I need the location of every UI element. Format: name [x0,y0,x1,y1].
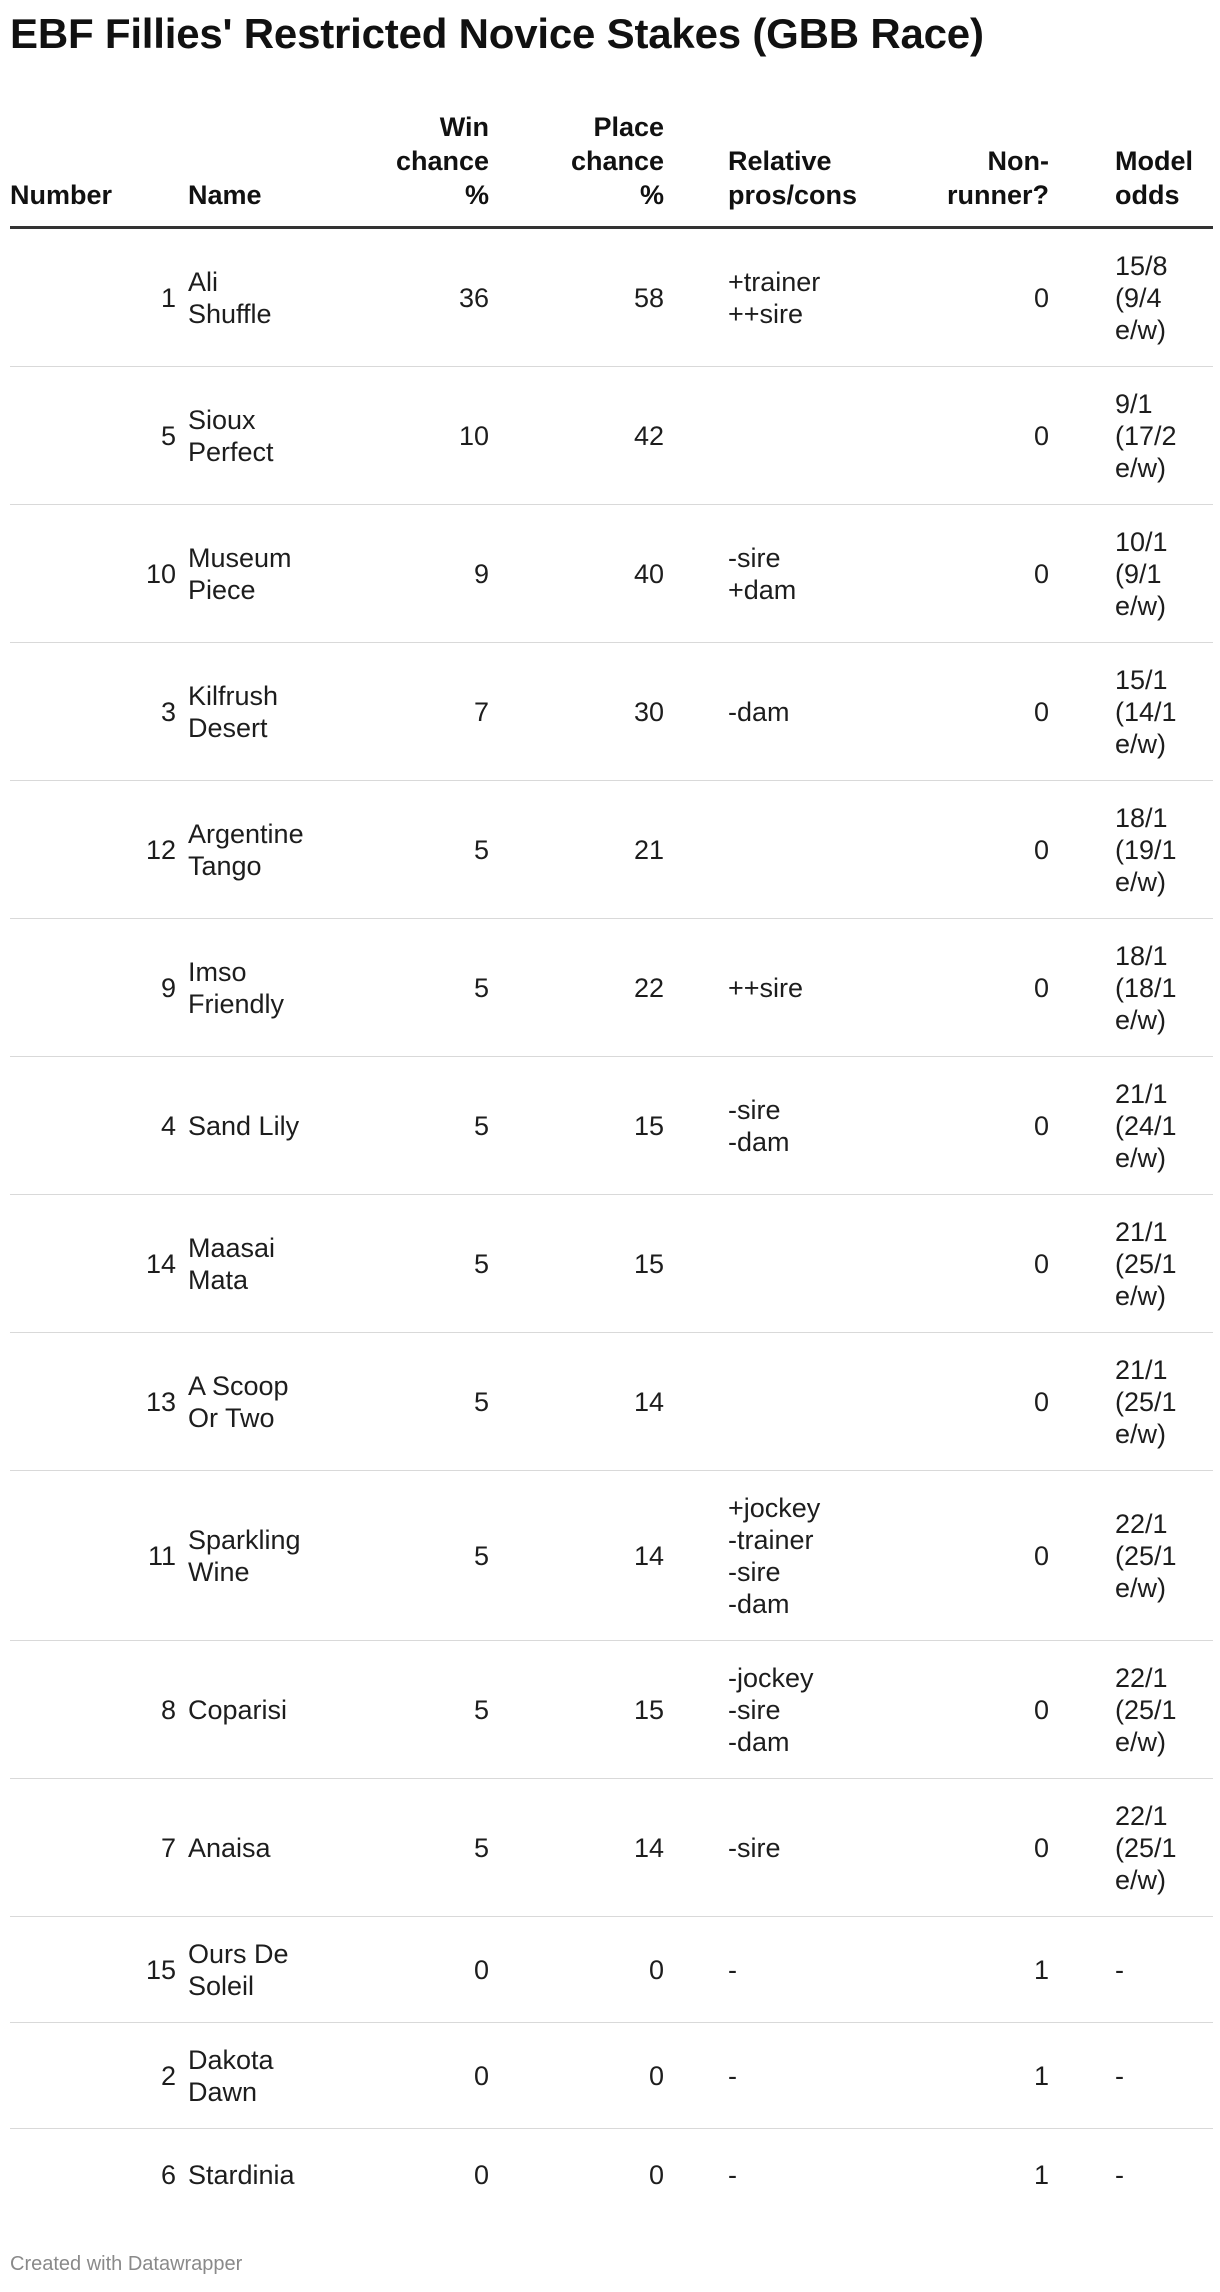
cell-win-chance: 5 [348,919,489,1057]
table-row [10,2129,1213,2221]
header-model-odds[interactable]: Model odds [1049,110,1213,228]
cell-relative-pros-cons: -sire +dam [664,505,875,643]
cell-model-odds: 15/1 (14/1 e/w) [1049,643,1213,781]
cell-name: Stardinia [188,2159,295,2190]
cell-place-chance: 14 [489,1333,664,1471]
cell-number: 2 [10,2023,176,2129]
cell-number: 15 [10,1917,176,2023]
header-number[interactable]: Number [10,110,176,228]
cell-relative-pros-cons: -dam [664,643,875,781]
cell-non-runner: 0 [875,1333,1049,1471]
cell-place-chance: 14 [489,1779,664,1917]
cell-model-odds: - [1115,2159,1124,2190]
cell-relative-pros-cons: -sire -dam [664,1057,875,1195]
cell-non-runner: 0 [875,1641,1049,1779]
cell-number: 1 [10,228,176,367]
cell-place-chance: 14 [489,1471,664,1641]
table-row [10,228,1213,367]
cell-relative-pros-cons [664,1195,875,1333]
cell-name: Argentine Tango [176,781,348,919]
cell-name: Kilfrush Desert [176,643,348,781]
cell-name: Sioux Perfect [176,367,348,505]
header-place-chance[interactable]: Place chance % [489,110,664,228]
cell-win-chance: 5 [348,1057,489,1195]
table-row [10,643,1213,781]
cell-model-odds: 22/1 (25/1 e/w) [1049,1779,1213,1917]
cell-relative-pros-cons: +trainer ++sire [664,228,875,367]
cell-number: 13 [10,1333,176,1471]
cell-model-odds: 15/8 (9/4 e/w) [1049,228,1213,367]
cell-non-runner: 0 [875,1057,1049,1195]
cell-place-chance: 42 [489,367,664,505]
cell-number: 4 [10,1057,176,1195]
table-row [10,2023,1213,2129]
table-header [10,110,1213,228]
cell-model-odds: 22/1 (25/1 e/w) [1049,1641,1213,1779]
footer-credit: Created with Datawrapper [10,2253,243,2275]
cell-non-runner: 0 [875,781,1049,919]
cell-relative-pros-cons [664,367,875,505]
cell-win-chance: 9 [348,505,489,643]
header-non-runner[interactable]: Non- runner? [875,110,1049,228]
cell-number: 7 [10,1779,176,1917]
cell-relative-pros-cons: ++sire [664,919,875,1057]
cell-place-chance: 30 [489,643,664,781]
cell-win-chance: 0 [348,2023,489,2129]
table-row [10,1195,1213,1333]
table-row [10,1779,1213,1917]
cell-non-runner: 0 [875,1471,1049,1641]
cell-name: A Scoop Or Two [176,1333,348,1471]
cell-win-chance: 7 [348,643,489,781]
table-row [10,505,1213,643]
header-row [10,110,1213,228]
cell-non-runner: 0 [875,643,1049,781]
cell-place-chance: 58 [489,228,664,367]
cell-name: Ours De Soleil [176,1917,348,2023]
cell-relative-pros-cons: - [664,2023,875,2129]
cell-non-runner: 1 [875,2023,1049,2129]
cell-relative-pros-cons: -sire [664,1779,875,1917]
cell-name: Imso Friendly [176,919,348,1057]
table-row [10,1333,1213,1471]
cell-win-chance: 5 [348,1195,489,1333]
header-relative-pros-cons[interactable]: Relative pros/cons [664,110,875,228]
cell-model-odds: 9/1 (17/2 e/w) [1049,367,1213,505]
cell-name: Sparkling Wine [176,1471,348,1641]
cell-non-runner: 0 [875,1779,1049,1917]
cell-model-odds: 21/1 (25/1 e/w) [1049,1333,1213,1471]
cell-name: Ali Shuffle [176,228,348,367]
race-table [10,110,1213,2220]
cell-win-chance: 10 [348,367,489,505]
cell-model-odds: 10/1 (9/1 e/w) [1049,505,1213,643]
cell-number: 11 [10,1471,176,1641]
cell-number: 14 [10,1195,176,1333]
table-row [10,781,1213,919]
table-row [10,1057,1213,1195]
cell-win-chance: 0 [473,2159,489,2190]
cell-win-chance: 36 [348,228,489,367]
cell-relative-pros-cons [664,1333,875,1471]
cell-non-runner: 0 [875,1195,1049,1333]
cell-model-odds: 18/1 (19/1 e/w) [1049,781,1213,919]
cell-model-odds: 21/1 (24/1 e/w) [1049,1057,1213,1195]
cell-win-chance: 5 [348,1779,489,1917]
cell-place-chance: 15 [489,1641,664,1779]
cell-number: 5 [10,367,176,505]
cell-relative-pros-cons: - [728,2159,737,2190]
cell-place-chance: 15 [489,1057,664,1195]
header-win-chance[interactable]: Win chance % [348,110,489,228]
cell-model-odds: - [1049,1917,1213,2023]
cell-win-chance: 5 [348,781,489,919]
table-row [10,367,1213,505]
table-row [10,1641,1213,1779]
cell-win-chance: 5 [348,1471,489,1641]
cell-name: Maasai Mata [176,1195,348,1333]
cell-name: Museum Piece [176,505,348,643]
table-body [10,228,1213,2221]
table-row [10,1917,1213,2023]
cell-win-chance: 0 [348,1917,489,2023]
cell-place-chance: 0 [648,2159,664,2190]
cell-name: Anaisa [176,1779,348,1917]
cell-relative-pros-cons: +jockey -trainer -sire -dam [664,1471,875,1641]
cell-number: 9 [10,919,176,1057]
cell-number: 10 [10,505,176,643]
cell-place-chance: 22 [489,919,664,1057]
cell-number: 8 [10,1641,176,1779]
cell-place-chance: 21 [489,781,664,919]
cell-model-odds: 22/1 (25/1 e/w) [1049,1471,1213,1641]
cell-model-odds: 18/1 (18/1 e/w) [1049,919,1213,1057]
table-row [10,1471,1213,1641]
cell-non-runner: 1 [875,1917,1049,2023]
page-title: EBF Fillies' Restricted Novice Stakes (GBB Race) [10,10,984,57]
cell-non-runner: 0 [875,367,1049,505]
cell-name: Sand Lily [176,1057,348,1195]
cell-place-chance: 15 [489,1195,664,1333]
cell-number: 3 [10,643,176,781]
cell-place-chance: 40 [489,505,664,643]
cell-non-runner: 0 [875,505,1049,643]
cell-name: Dakota Dawn [176,2023,348,2129]
cell-relative-pros-cons: -jockey -sire -dam [664,1641,875,1779]
cell-non-runner: 0 [875,919,1049,1057]
cell-place-chance: 0 [489,1917,664,2023]
cell-number: 12 [10,781,176,919]
cell-win-chance: 5 [348,1641,489,1779]
cell-win-chance: 5 [348,1333,489,1471]
table-row [10,919,1213,1057]
cell-relative-pros-cons [664,781,875,919]
cell-number: 6 [160,2159,176,2190]
cell-name: Coparisi [176,1641,348,1779]
cell-relative-pros-cons: - [664,1917,875,2023]
cell-non-runner: 1 [1033,2159,1049,2190]
cell-model-odds: - [1049,2023,1213,2129]
cell-non-runner: 0 [875,228,1049,367]
cell-model-odds: 21/1 (25/1 e/w) [1049,1195,1213,1333]
header-name[interactable]: Name [176,110,348,228]
cell-place-chance: 0 [489,2023,664,2129]
